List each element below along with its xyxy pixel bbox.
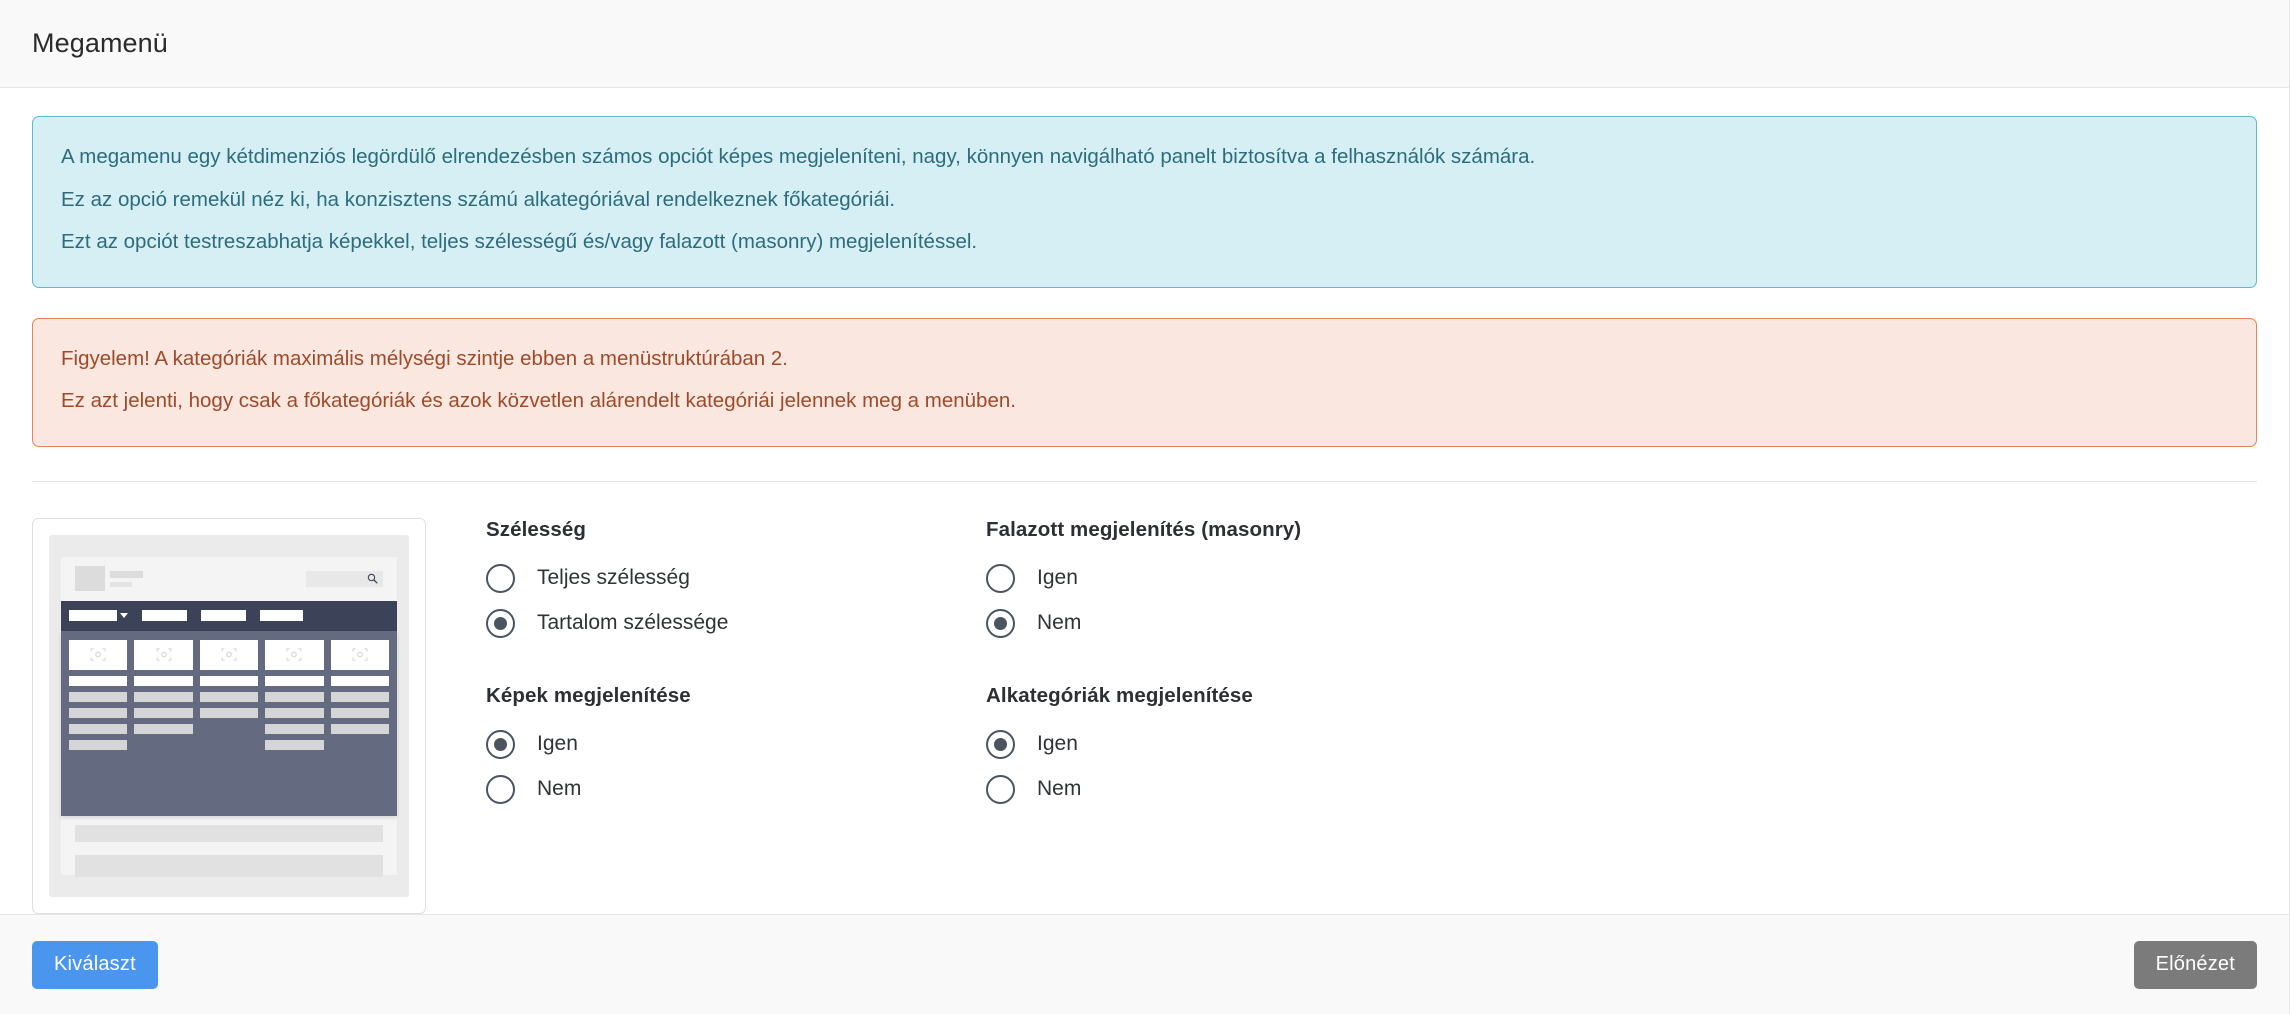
radio-label: Igen bbox=[537, 732, 578, 755]
preview-panel-image bbox=[134, 640, 192, 670]
radio-icon-selected[interactable] bbox=[486, 730, 515, 759]
options-row bbox=[32, 482, 2257, 914]
radio-label: Igen bbox=[1037, 566, 1078, 589]
option-groups bbox=[486, 518, 2257, 914]
radio-label: Nem bbox=[537, 777, 582, 800]
preview-button[interactable]: Előnézet bbox=[2134, 941, 2257, 989]
preview-site-mock bbox=[61, 557, 397, 875]
preview-panel-column bbox=[265, 640, 323, 807]
preview-nav-item bbox=[142, 610, 187, 621]
radio-masonry-no[interactable] bbox=[986, 601, 1486, 646]
preview-logo-lines bbox=[110, 571, 143, 587]
preview-nav-item bbox=[69, 610, 117, 621]
page-title: Megamenü bbox=[32, 28, 168, 58]
preview-logo bbox=[75, 566, 143, 591]
option-group-column-left bbox=[486, 518, 986, 914]
radio-masonry-yes[interactable] bbox=[986, 556, 1486, 601]
preview-panel-column bbox=[200, 640, 258, 807]
radio-label: Nem bbox=[1037, 777, 1082, 800]
preview-wrap bbox=[32, 518, 486, 914]
select-button[interactable]: Kiválaszt bbox=[32, 941, 158, 989]
warning-alert bbox=[32, 318, 2257, 447]
preview-panel-column bbox=[69, 640, 127, 807]
preview-canvas bbox=[49, 535, 409, 897]
preview-navbar bbox=[61, 601, 397, 631]
radio-icon-selected[interactable] bbox=[986, 609, 1015, 638]
megamenu-layout-preview[interactable] bbox=[32, 518, 426, 914]
radio-label: Tartalom szélessége bbox=[537, 611, 729, 634]
radio-show-images-yes[interactable] bbox=[486, 722, 986, 767]
preview-panel-column bbox=[134, 640, 192, 807]
preview-topbar bbox=[61, 557, 397, 601]
radio-show-images-no[interactable] bbox=[486, 767, 986, 812]
info-alert-line-2: Ez az opció remekül néz ki, ha konzisztens számú alkategóriával rendelkeznek főkategóriái. bbox=[61, 187, 896, 211]
radio-label: Nem bbox=[1037, 611, 1082, 634]
option-group-title: Falazott megjelenítés (masonry) bbox=[986, 517, 1302, 541]
modal-body bbox=[0, 88, 2289, 914]
search-icon bbox=[367, 573, 378, 584]
preview-panel-image bbox=[265, 640, 323, 670]
warning-alert-line-2: Ez azt jelenti, hogy csak a főkategóriák és azok közvetlen alárendelt kategóriái jelennek meg a menüben. bbox=[61, 389, 1016, 412]
image-placeholder-icon bbox=[90, 648, 106, 661]
option-group-show-images bbox=[486, 684, 986, 812]
preview-megamenu-panel bbox=[61, 631, 397, 816]
option-group-show-subcategories bbox=[986, 684, 1486, 812]
option-group-title: Szélesség bbox=[486, 517, 587, 541]
preview-panel-column bbox=[331, 640, 389, 807]
preview-panel-image bbox=[200, 640, 258, 670]
image-placeholder-icon bbox=[352, 648, 368, 661]
preview-panel-image bbox=[69, 640, 127, 670]
image-placeholder-icon bbox=[221, 648, 237, 661]
image-placeholder-icon bbox=[286, 648, 302, 661]
radio-icon[interactable] bbox=[986, 564, 1015, 593]
option-group-column-right bbox=[986, 518, 1486, 914]
image-placeholder-icon bbox=[156, 648, 172, 661]
modal-header bbox=[0, 0, 2289, 88]
option-group-width bbox=[486, 518, 986, 646]
option-group-title: Képek megjelenítése bbox=[486, 683, 691, 707]
warning-alert-line-1: Figyelem! A kategóriák maximális mélységi szintje ebben a menüstruktúrában 2. bbox=[61, 346, 788, 370]
radio-icon[interactable] bbox=[486, 775, 515, 804]
preview-logo-square bbox=[75, 566, 105, 591]
radio-label: Teljes szélesség bbox=[537, 566, 690, 589]
preview-panel-image bbox=[331, 640, 389, 670]
radio-icon[interactable] bbox=[986, 775, 1015, 804]
radio-icon-selected[interactable] bbox=[986, 730, 1015, 759]
option-group-title: Alkategóriák megjelenítése bbox=[986, 683, 1253, 707]
chevron-down-icon bbox=[120, 613, 128, 618]
preview-search-box bbox=[306, 571, 383, 587]
preview-body-lines bbox=[75, 825, 383, 877]
info-alert-line-3: Ezt az opciót testreszabhatja képekkel, teljes szélességű és/vagy falazott (masonry) megjelenítéssel. bbox=[61, 230, 978, 253]
preview-nav-item bbox=[260, 610, 303, 621]
preview-nav-item bbox=[201, 610, 246, 621]
radio-width-content[interactable] bbox=[486, 601, 986, 646]
radio-show-subcategories-no[interactable] bbox=[986, 767, 1486, 812]
radio-show-subcategories-yes[interactable] bbox=[986, 722, 1486, 767]
info-alert-line-1: A megamenu egy kétdimenziós legördülő elrendezésben számos opciót képes megjeleníteni, nagy, könnyen navigálható panelt biztosítva a felhasználók számára. bbox=[61, 145, 1536, 168]
radio-width-full[interactable] bbox=[486, 556, 986, 601]
option-group-masonry bbox=[986, 518, 1486, 646]
radio-icon-selected[interactable] bbox=[486, 609, 515, 638]
info-alert bbox=[32, 116, 2257, 288]
radio-label: Igen bbox=[1037, 732, 1078, 755]
radio-icon[interactable] bbox=[486, 564, 515, 593]
modal-footer bbox=[0, 914, 2289, 1014]
